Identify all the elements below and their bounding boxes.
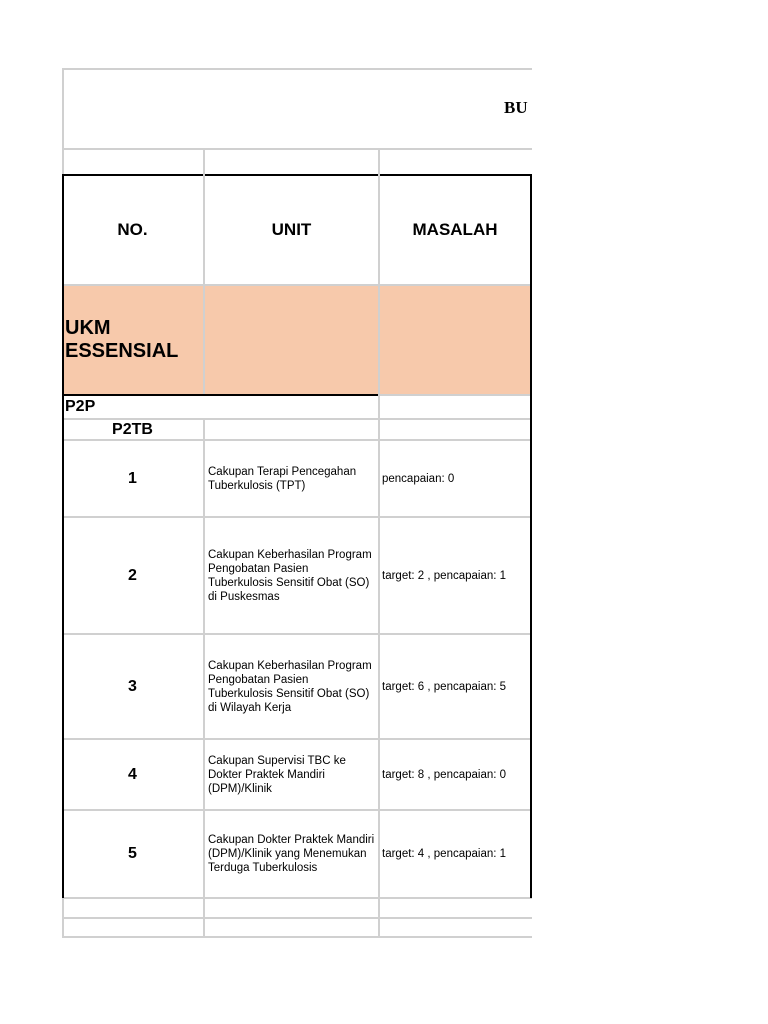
row-unit: Cakupan Supervisi TBC ke Dokter Praktek Mandiri (DPM)/Klinik	[208, 754, 346, 795]
row-masalah: target: 8 , pencapaian: 0	[382, 768, 507, 781]
column-header-masalah: MASALAH	[412, 220, 498, 239]
subgroup-label: P2TB	[112, 420, 153, 438]
column-header-no: NO.	[117, 220, 148, 239]
group-label: P2P	[65, 398, 96, 415]
row-number: 5	[128, 845, 137, 862]
gridline	[62, 917, 532, 919]
row-number: 4	[128, 765, 137, 783]
spreadsheet-page	[62, 68, 532, 940]
column-header-unit: UNIT	[271, 220, 312, 239]
row-unit: Cakupan Keberhasilan Program Pengobatan Pasien Tuberkulosis Sensitif Obat (SO) di Wilayah Kerja	[208, 659, 372, 714]
gridline	[62, 148, 532, 150]
gridline	[62, 68, 532, 70]
gridline	[62, 936, 532, 938]
row-masalah: target: 6 , pencapaian: 5	[382, 680, 507, 693]
report-title: BU	[504, 98, 528, 117]
row-unit: Cakupan Keberhasilan Program Pengobatan Pasien Tuberkulosis Sensitif Obat (SO) di Puskesmas	[208, 548, 372, 603]
gridline	[530, 174, 532, 898]
row-masalah: target: 4 , pencapaian: 1	[382, 848, 507, 860]
row-masalah: target: 2 , pencapaian: 1	[382, 569, 507, 582]
gridline	[62, 897, 532, 899]
row-unit: Cakupan Dokter Praktek Mandiri (DPM)/Klinik yang Menemukan Terduga Tuberkulosis	[208, 834, 375, 874]
row-number: 3	[128, 677, 137, 695]
row-number: 1	[128, 469, 137, 487]
row-unit: Cakupan Terapi Pencegahan Tuberkulosis (TPT)	[208, 465, 357, 492]
row-masalah: pencapaian: 0	[382, 472, 455, 485]
section-label: UKM ESSENSIAL	[65, 317, 179, 362]
row-number: 2	[128, 566, 137, 584]
